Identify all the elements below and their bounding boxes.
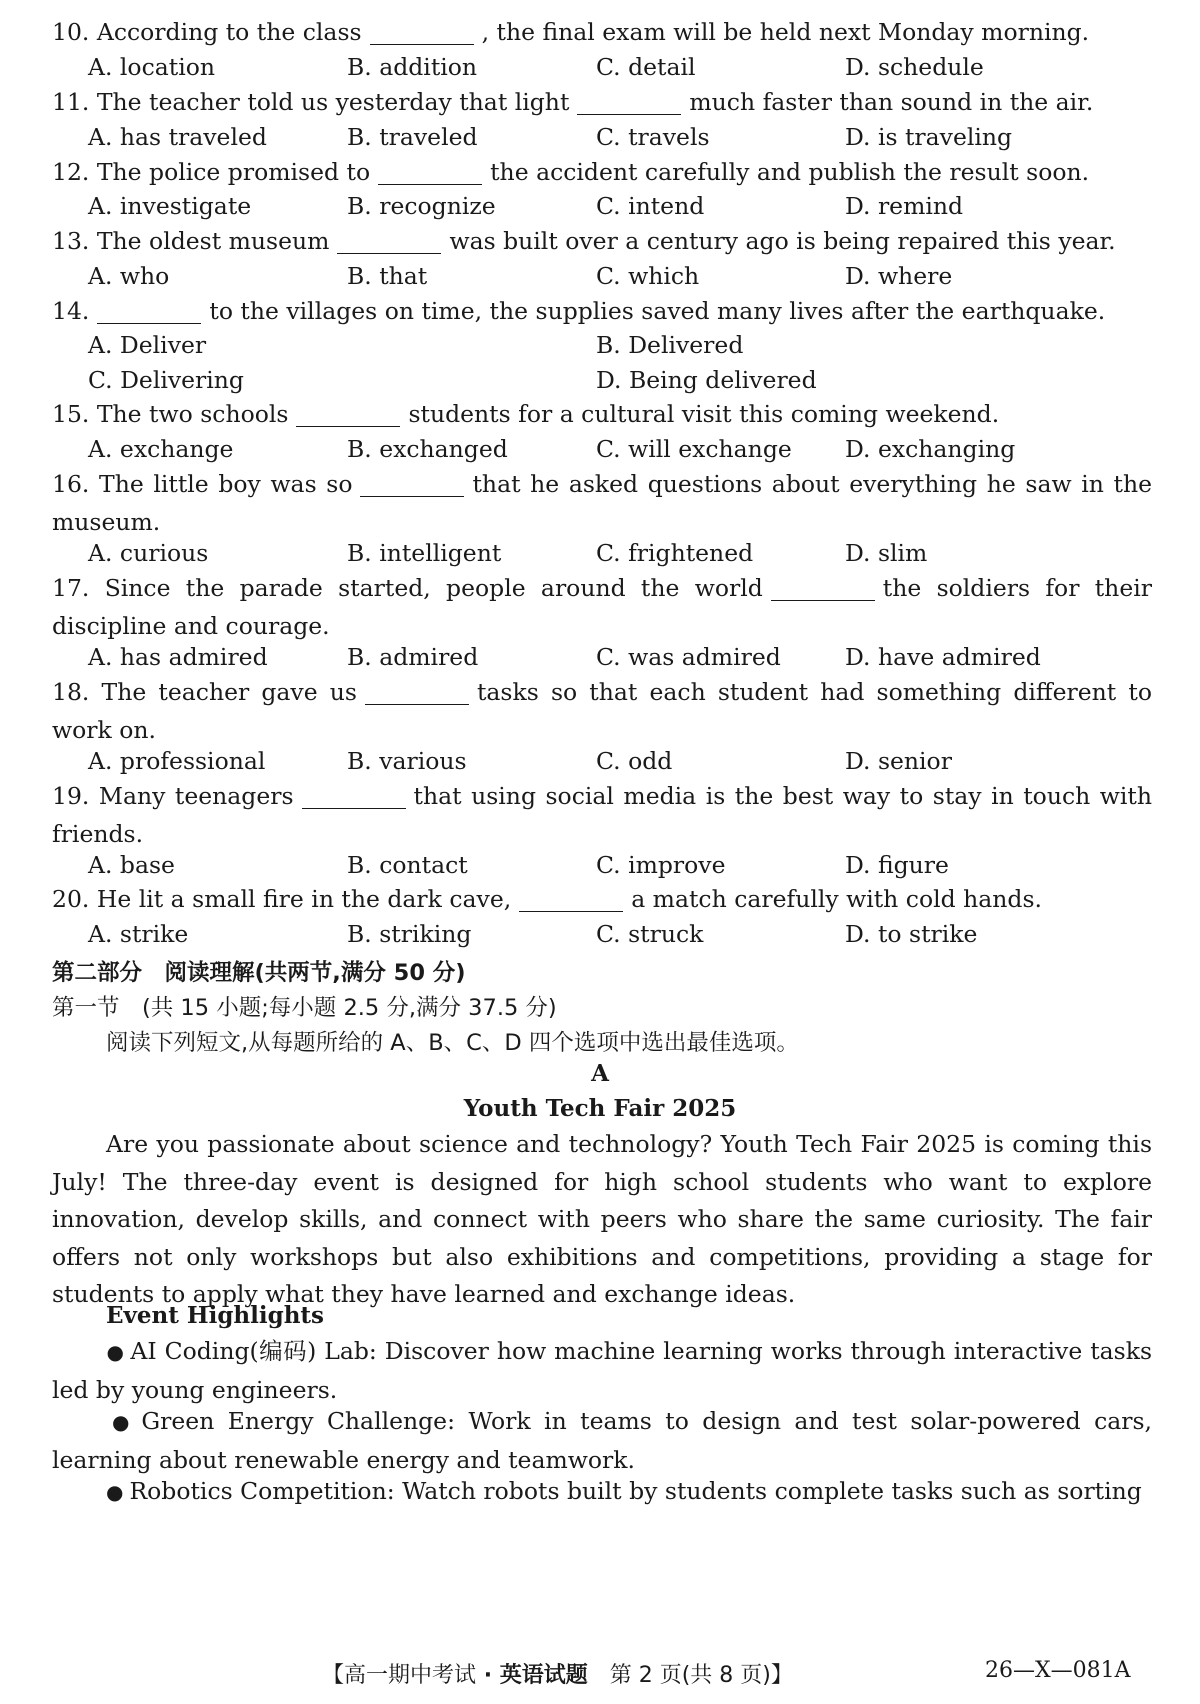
option-a[interactable]: A. location — [88, 53, 215, 81]
question-16: 16. The little boy was so that he asked questions about everything he saw in the museum. — [52, 470, 1152, 536]
answer-blank[interactable] — [337, 229, 441, 254]
option-c[interactable]: C. odd — [596, 747, 673, 775]
question-19: 19. Many teenagers that using social media is the best way to stay in touch with friends. — [52, 782, 1152, 848]
option-c[interactable]: C. which — [596, 262, 700, 290]
answer-blank[interactable] — [360, 472, 464, 497]
option-b[interactable]: B. traveled — [347, 123, 478, 151]
passage-intro: Are you passionate about science and technology? Youth Tech Fair 2025 is coming this July! The three-day event is designed for high school students who want to explore innovation, develop skills, and connect with peers who share the same curiosity. The fair offers not only workshops but also exhibitions and competitions, providing a stage for students to apply what they have learned and exchange ideas. — [52, 1130, 1152, 1308]
question-20: 20. He lit a small fire in the dark cave, a match carefully with cold hands. — [52, 885, 1042, 913]
option-b[interactable]: B. intelligent — [347, 539, 502, 567]
answer-blank[interactable] — [378, 160, 482, 185]
option-d[interactable]: D. where — [845, 262, 953, 290]
option-d[interactable]: D. is traveling — [845, 123, 1013, 151]
footer-label: 【高一期中考试 · 英语试题 第 2 页(共 8 页)】 — [322, 1663, 793, 1688]
exam-code: 26—X—081A — [985, 1658, 1131, 1683]
question-12: 12. The police promised to the accident carefully and publish the result soon. — [52, 158, 1090, 186]
option-c[interactable]: C. struck — [596, 920, 704, 948]
option-d[interactable]: D. Being delivered — [596, 366, 817, 394]
option-c[interactable]: C. improve — [596, 851, 726, 879]
question-15: 15. The two schools students for a cultural visit this coming weekend. — [52, 400, 1000, 428]
bullet-icon: ● — [106, 1340, 125, 1364]
option-a[interactable]: A. strike — [88, 920, 189, 948]
option-d[interactable]: D. to strike — [845, 920, 978, 948]
option-b[interactable]: B. contact — [347, 851, 468, 879]
option-c[interactable]: C. will exchange — [596, 435, 792, 463]
option-b[interactable]: B. admired — [347, 643, 479, 671]
option-a[interactable]: A. investigate — [88, 192, 252, 220]
question-11: 11. The teacher told us yesterday that light much faster than sound in the air. — [52, 88, 1094, 116]
answer-blank[interactable] — [97, 299, 201, 324]
section1-heading: 第一节 (共 15 小题;每小题 2.5 分,满分 37.5 分) — [52, 995, 557, 1021]
option-a[interactable]: A. exchange — [88, 435, 234, 463]
option-b[interactable]: B. addition — [347, 53, 478, 81]
option-c[interactable]: C. intend — [596, 192, 705, 220]
answer-blank[interactable] — [370, 20, 474, 45]
highlights-heading: Event Highlights — [106, 1302, 325, 1329]
passage-title: Youth Tech Fair 2025 — [463, 1095, 737, 1122]
option-a[interactable]: A. has traveled — [88, 123, 267, 151]
bullet-icon: ● — [106, 1480, 124, 1504]
question-10: 10. According to the class , the final exam will be held next Monday morning. — [52, 18, 1090, 46]
passage-letter: A — [591, 1060, 609, 1087]
option-b[interactable]: B. recognize — [347, 192, 496, 220]
question-18: 18. The teacher gave us tasks so that each student had something different to work on. — [52, 678, 1152, 744]
option-b[interactable]: B. various — [347, 747, 467, 775]
option-d[interactable]: D. slim — [845, 539, 928, 567]
option-a[interactable]: A. who — [88, 262, 170, 290]
answer-blank[interactable] — [296, 402, 400, 427]
option-c[interactable]: C. Delivering — [88, 366, 244, 394]
answer-blank[interactable] — [365, 680, 469, 705]
option-c[interactable]: C. detail — [596, 53, 696, 81]
instruction-text: 阅读下列短文,从每题所给的 A、B、C、D 四个选项中选出最佳选项。 — [106, 1030, 799, 1056]
highlight-item: ● AI Coding(编码) Lab: Discover how machine learning works through interactive tasks led by young engineers. — [52, 1337, 1153, 1404]
option-b[interactable]: B. that — [347, 262, 428, 290]
answer-blank[interactable] — [519, 887, 623, 912]
option-d[interactable]: D. remind — [845, 192, 964, 220]
option-a[interactable]: A. Deliver — [88, 331, 207, 359]
option-b[interactable]: B. exchanged — [347, 435, 508, 463]
option-a[interactable]: A. professional — [88, 747, 266, 775]
question-13: 13. The oldest museum was built over a century ago is being repaired this year. — [52, 227, 1116, 255]
option-a[interactable]: A. curious — [88, 539, 209, 567]
option-d[interactable]: D. senior — [845, 747, 952, 775]
option-b[interactable]: B. Delivered — [596, 331, 744, 359]
answer-blank[interactable] — [771, 576, 875, 601]
option-d[interactable]: D. exchanging — [845, 435, 1016, 463]
highlight-item: ● Robotics Competition: Watch robots built by students complete tasks such as sorting — [106, 1477, 1142, 1505]
option-d[interactable]: D. have admired — [845, 643, 1041, 671]
question-14: 14. to the villages on time, the supplies saved many lives after the earthquake. — [52, 297, 1106, 325]
highlight-item: ● Green Energy Challenge: Work in teams to design and test solar-powered cars, learning about renewable energy and teamwork. — [52, 1407, 1152, 1474]
option-c[interactable]: C. was admired — [596, 643, 781, 671]
part2-heading: 第二部分 阅读理解(共两节,满分 50 分) — [52, 960, 466, 986]
option-b[interactable]: B. striking — [347, 920, 472, 948]
option-a[interactable]: A. has admired — [88, 643, 268, 671]
question-17: 17. Since the parade started, people around the world the soldiers for their discipline and courage. — [52, 574, 1152, 640]
bullet-icon: ● — [106, 1410, 136, 1434]
answer-blank[interactable] — [302, 784, 406, 809]
option-d[interactable]: D. schedule — [845, 53, 984, 81]
answer-blank[interactable] — [577, 90, 681, 115]
option-d[interactable]: D. figure — [845, 851, 949, 879]
option-a[interactable]: A. base — [88, 851, 175, 879]
option-c[interactable]: C. frightened — [596, 539, 754, 567]
option-c[interactable]: C. travels — [596, 123, 710, 151]
